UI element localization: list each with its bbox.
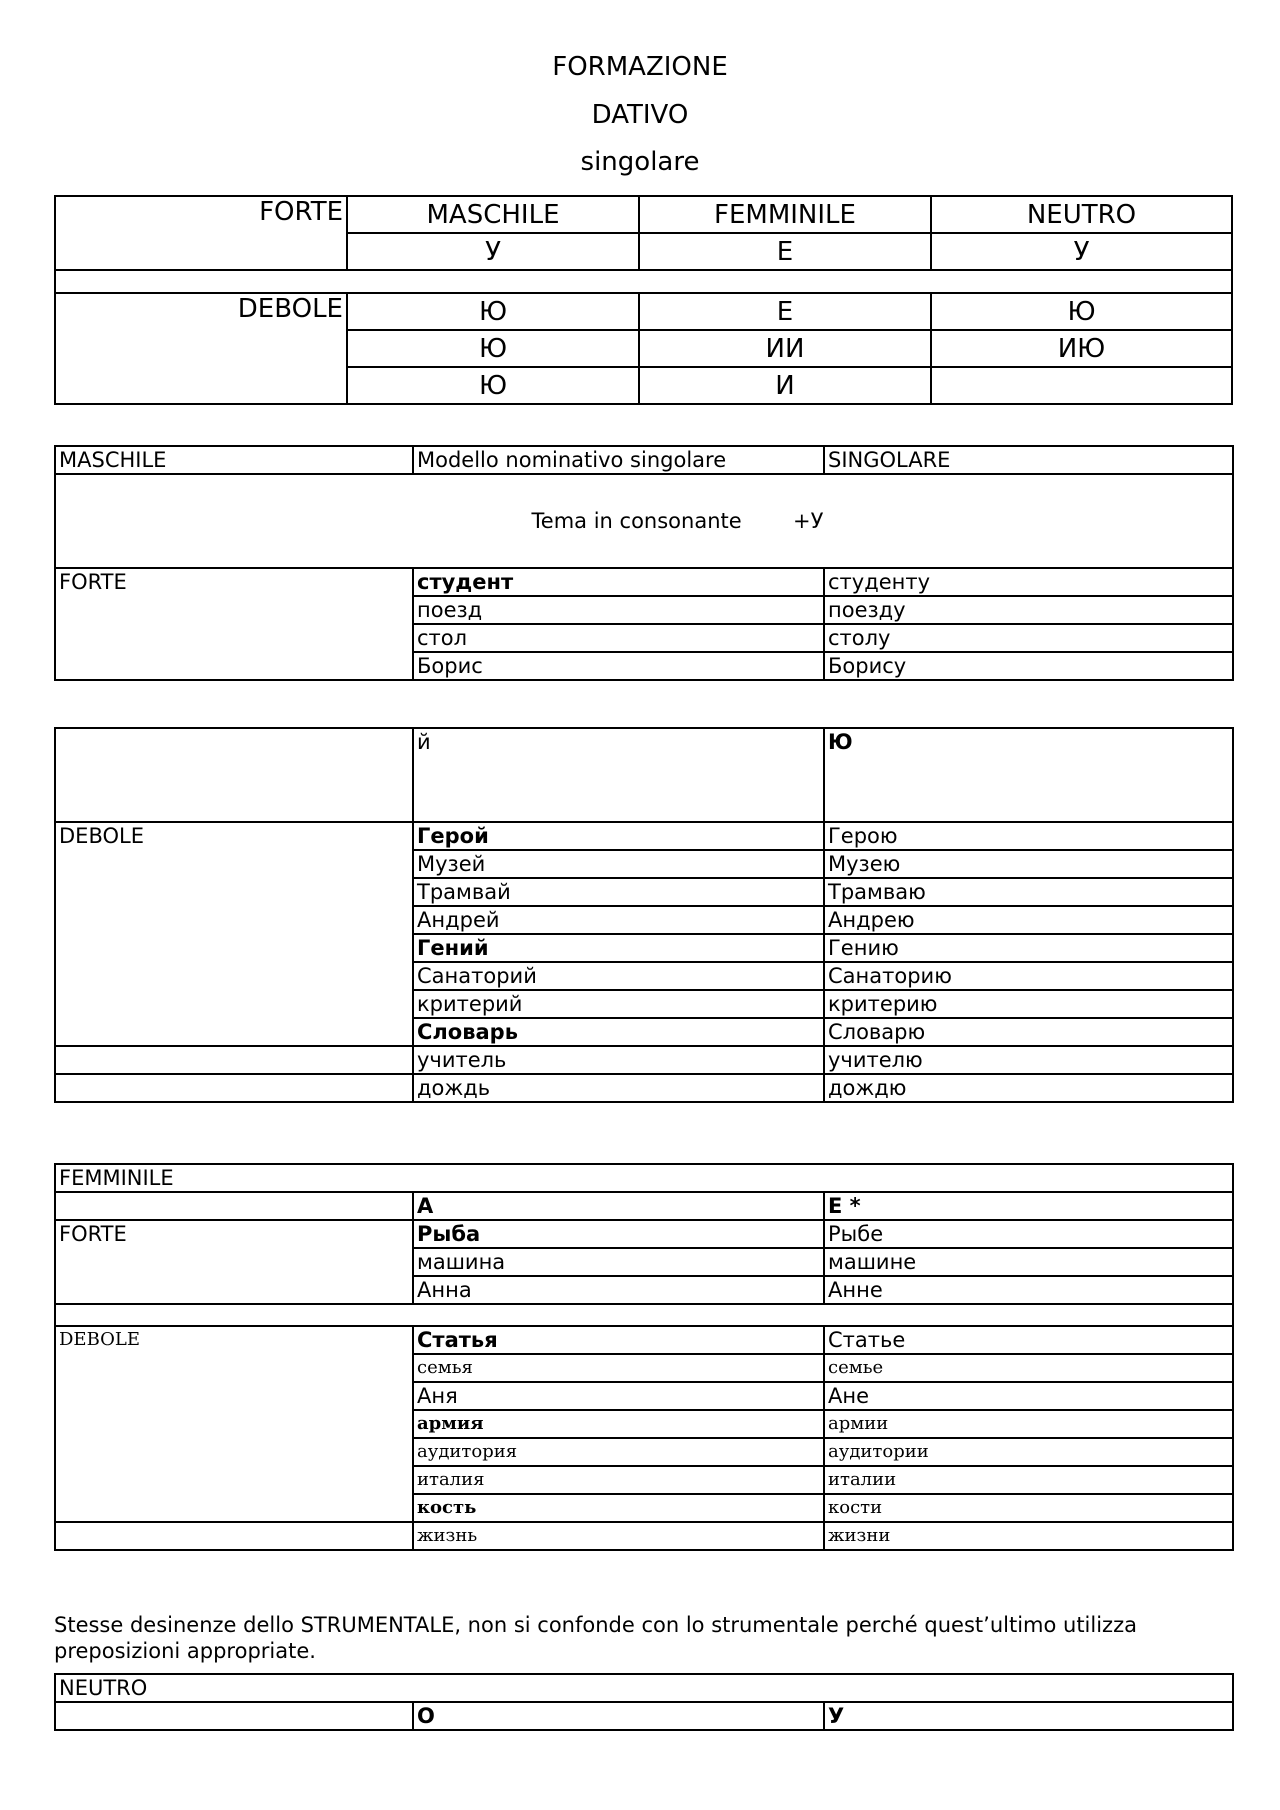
table-cell: Санаторий [413, 962, 824, 990]
femminile-table [54, 1163, 1234, 1551]
maschile-header: MASCHILE [55, 446, 413, 474]
page-subtitle: DATIVO [591, 100, 689, 130]
table-spacer [55, 1304, 1233, 1326]
table-cell: кость [413, 1494, 824, 1522]
page-title: FORMAZIONE [552, 52, 728, 82]
table-cell: Аня [413, 1382, 824, 1410]
table-cell: поезду [824, 596, 1233, 624]
table-cell: Гений [413, 934, 824, 962]
table-cell: Анне [824, 1276, 1233, 1304]
page-subtitle-2: singolare [580, 147, 700, 177]
table-cell: кости [824, 1494, 1233, 1522]
table-cell: Анна [413, 1276, 824, 1304]
table-cell: Статья [413, 1326, 824, 1354]
table-cell: дождь [413, 1074, 824, 1102]
summary-header: FEMMINILE [639, 196, 931, 233]
summary-spacer [55, 270, 1232, 293]
table-cell: аудитория [413, 1438, 824, 1466]
maschile-rule-ending: +У [793, 509, 824, 533]
maschile-header: SINGOLARE [824, 446, 1233, 474]
table-cell: столу [824, 624, 1233, 652]
table-cell: й [413, 728, 824, 822]
table-cell: Герой [413, 822, 824, 850]
table-cell: аудитории [824, 1438, 1233, 1466]
table-cell: Трамваю [824, 878, 1233, 906]
table-cell: учителю [824, 1046, 1233, 1074]
table-cell: стол [413, 624, 824, 652]
table-cell: Музей [413, 850, 824, 878]
table-cell: поезд [413, 596, 824, 624]
table-cell: Герою [824, 822, 1233, 850]
table-cell: Ю [824, 728, 1233, 822]
maschile-debole-table [54, 727, 1234, 1103]
neutro-table [54, 1673, 1234, 1731]
maschile-debole-label: DEBOLE [55, 822, 413, 1046]
maschile-header: Modello nominativo singolare [413, 446, 824, 474]
table-cell [55, 1046, 413, 1074]
summary-cell: У [931, 233, 1232, 270]
summary-cell: И [639, 367, 931, 404]
table-cell: семья [413, 1354, 824, 1382]
table-cell: машине [824, 1248, 1233, 1276]
table-cell: Ане [824, 1382, 1233, 1410]
table-cell: Статье [824, 1326, 1233, 1354]
table-cell: Музею [824, 850, 1233, 878]
table-cell [55, 728, 413, 822]
table-cell: италии [824, 1466, 1233, 1494]
table-cell: армия [413, 1410, 824, 1438]
summary-cell: ИЮ [931, 330, 1232, 367]
table-cell: критерий [413, 990, 824, 1018]
summary-cell: Ю [931, 293, 1232, 330]
summary-cell: Ю [347, 367, 639, 404]
table-cell [55, 1702, 413, 1730]
table-cell [55, 1522, 413, 1550]
summary-cell: У [347, 233, 639, 270]
summary-cell: Ю [347, 330, 639, 367]
table-cell: Андрею [824, 906, 1233, 934]
table-cell: У [824, 1702, 1233, 1730]
summary-cell: Е [639, 293, 931, 330]
neutro-header: NEUTRO [55, 1674, 1233, 1702]
table-cell: Рыбе [824, 1220, 1233, 1248]
summary-forte-label: FORTE [55, 196, 347, 270]
femminile-forte-label: FORTE [55, 1220, 413, 1304]
femminile-header: FEMMINILE [55, 1164, 1233, 1192]
maschile-rule [55, 474, 1233, 568]
maschile-rule-text: Tema in consonante [531, 509, 742, 533]
table-cell [55, 1192, 413, 1220]
table-cell: Рыба [413, 1220, 824, 1248]
table-cell: жизни [824, 1522, 1233, 1550]
table-cell: Словарю [824, 1018, 1233, 1046]
table-cell [55, 1074, 413, 1102]
table-cell: Трамвай [413, 878, 824, 906]
table-cell: дождю [824, 1074, 1233, 1102]
table-cell: италия [413, 1466, 824, 1494]
table-cell: Андрей [413, 906, 824, 934]
summary-header: NEUTRO [931, 196, 1232, 233]
strumentale-note: Stesse desinenze dello STRUMENTALE, non si confonde con lo strumentale perché quest’ultimo utilizza preposizioni appropriate. [54, 1613, 1137, 1663]
table-cell: армии [824, 1410, 1233, 1438]
maschile-forte-label: FORTE [55, 568, 413, 680]
table-cell: жизнь [413, 1522, 824, 1550]
table-cell: Санаторию [824, 962, 1233, 990]
table-cell: А [413, 1192, 824, 1220]
summary-cell: ИИ [639, 330, 931, 367]
maschile-forte-table [54, 445, 1234, 681]
table-cell: критерию [824, 990, 1233, 1018]
table-cell: О [413, 1702, 824, 1730]
table-cell: студенту [824, 568, 1233, 596]
summary-header: MASCHILE [347, 196, 639, 233]
summary-table [54, 195, 1233, 405]
summary-debole-label: DEBOLE [55, 293, 347, 404]
table-cell: студент [413, 568, 824, 596]
table-cell: Словарь [413, 1018, 824, 1046]
table-cell: семье [824, 1354, 1233, 1382]
table-cell: машина [413, 1248, 824, 1276]
summary-cell [931, 367, 1232, 404]
table-cell: Борису [824, 652, 1233, 680]
table-cell: Е * [824, 1192, 1233, 1220]
summary-cell: Е [639, 233, 931, 270]
table-cell: Гению [824, 934, 1233, 962]
femminile-debole-label: DEBOLE [55, 1326, 413, 1522]
table-cell: учитель [413, 1046, 824, 1074]
table-cell: Борис [413, 652, 824, 680]
summary-cell: Ю [347, 293, 639, 330]
